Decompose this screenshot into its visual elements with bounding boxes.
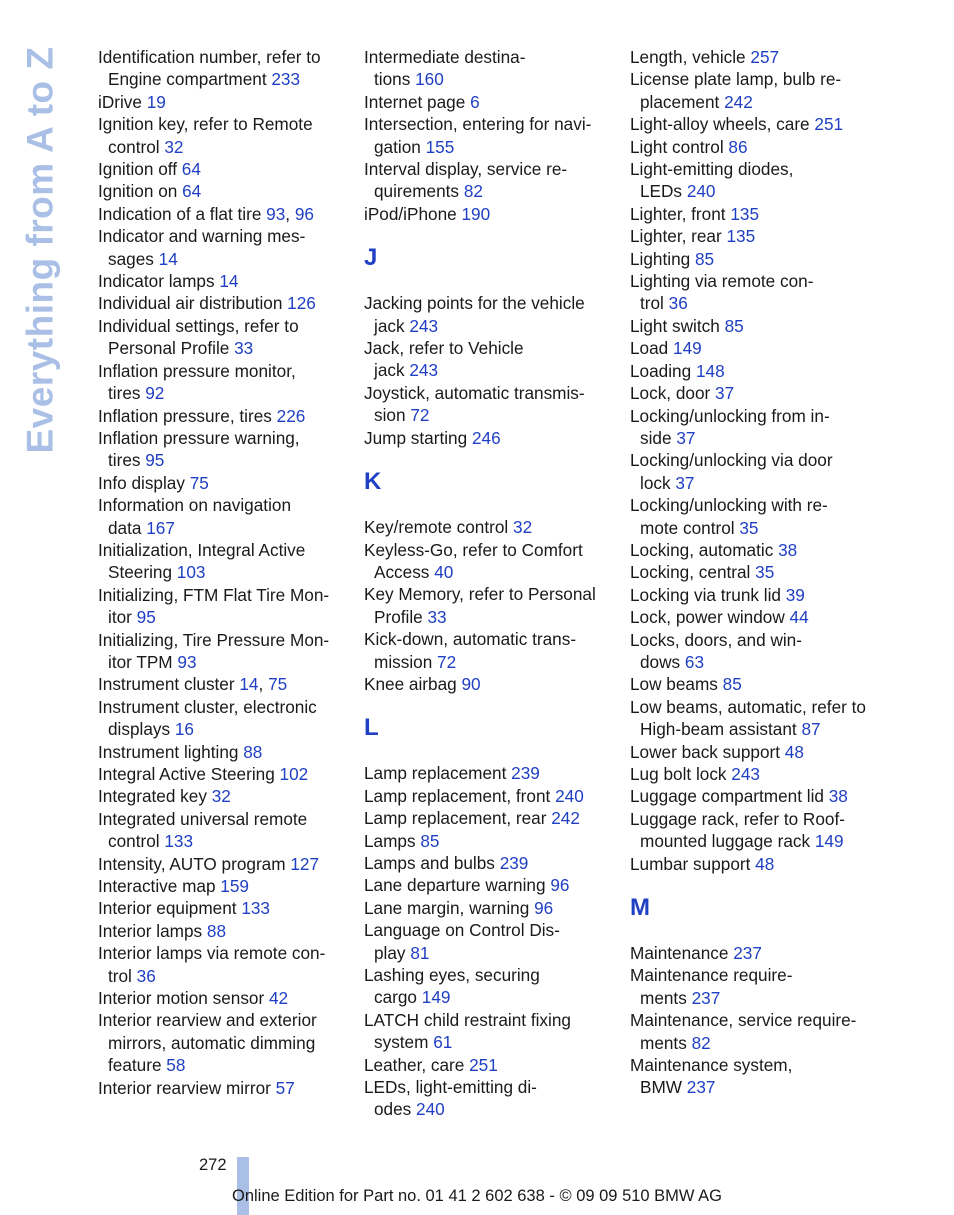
index-entry bbox=[630, 449, 876, 494]
index-term: Lug bolt lock bbox=[630, 764, 732, 784]
page-link[interactable]: 239 bbox=[499, 852, 529, 873]
index-entry bbox=[630, 360, 876, 382]
index-entry bbox=[630, 964, 876, 1009]
page-link[interactable]: 14 bbox=[219, 271, 239, 292]
page-link[interactable]: 37 bbox=[715, 383, 735, 404]
page-link[interactable]: 14 bbox=[239, 674, 259, 695]
index-term: Light switch bbox=[630, 315, 725, 336]
index-entry bbox=[630, 629, 876, 674]
index-entry bbox=[98, 584, 344, 629]
page-link[interactable]: 19 bbox=[146, 91, 166, 112]
index-term: LEDs, light-emitting di- odes bbox=[364, 1077, 537, 1120]
index-term: License plate lamp, bulb re- placement bbox=[630, 69, 842, 112]
index-entry bbox=[98, 180, 344, 202]
index-entry bbox=[98, 539, 344, 584]
page-link[interactable]: 133 bbox=[164, 831, 194, 852]
index-term: Lamp replacement, front bbox=[364, 785, 556, 806]
index-term: iPod/iPhone bbox=[364, 203, 462, 224]
page-link[interactable]: 44 bbox=[789, 607, 809, 628]
index-entry bbox=[98, 405, 344, 427]
index-column-2 bbox=[364, 46, 610, 1121]
index-entry bbox=[630, 405, 876, 450]
page-link[interactable]: 190 bbox=[461, 203, 491, 224]
index-entry bbox=[630, 561, 876, 583]
page-link[interactable]: 64 bbox=[181, 159, 201, 180]
index-entry bbox=[630, 248, 876, 270]
index-term: Interval display, service re- quirements bbox=[364, 159, 568, 202]
index-entry bbox=[98, 942, 344, 987]
page-link[interactable]: 243 bbox=[409, 315, 439, 336]
page-marker-bar bbox=[237, 1157, 249, 1215]
index-entry bbox=[364, 964, 610, 1009]
index-term: Individual settings, refer to Personal Profile bbox=[98, 315, 299, 359]
index-entry bbox=[98, 875, 344, 897]
index-entry bbox=[98, 46, 344, 91]
page-link[interactable]: 257 bbox=[750, 47, 780, 67]
index-entry bbox=[98, 1009, 344, 1076]
index-term: Length, vehicle bbox=[630, 47, 751, 67]
index-term: Locking, automatic bbox=[630, 539, 779, 560]
section-letter: J bbox=[364, 244, 378, 272]
page-link[interactable]: 72 bbox=[437, 651, 457, 672]
index-entry bbox=[630, 741, 876, 763]
index-term: Ignition off bbox=[98, 159, 182, 180]
index-entry bbox=[364, 427, 610, 449]
page-link[interactable]: 81 bbox=[410, 942, 430, 963]
page-link[interactable]: 14 bbox=[158, 248, 178, 269]
page-link[interactable]: 90 bbox=[461, 673, 481, 694]
index-entry bbox=[630, 1009, 876, 1054]
page-link[interactable]: 32 bbox=[211, 786, 231, 807]
footer-edition: Online Edition for Part no. 01 41 2 602 638 - © 09 09 510 BMW AG bbox=[231, 1187, 723, 1205]
index-entry bbox=[364, 762, 610, 784]
page-link[interactable]: 133 bbox=[241, 898, 270, 919]
page-link[interactable]: 243 bbox=[731, 764, 760, 784]
page-link[interactable]: 42 bbox=[269, 988, 289, 1009]
index-entry bbox=[98, 113, 344, 158]
page-link[interactable]: 237 bbox=[733, 943, 762, 964]
index-term: Intensity, AUTO program bbox=[98, 853, 291, 874]
page-link[interactable]: 16 bbox=[174, 719, 194, 740]
index-term: Jacking points for the vehicle jack bbox=[364, 293, 585, 336]
page-link[interactable]: 36 bbox=[136, 965, 156, 986]
page-link[interactable]: 36 bbox=[668, 293, 688, 314]
index-entry bbox=[98, 91, 344, 113]
index-term: Lashing eyes, securing cargo bbox=[364, 965, 540, 1008]
index-term: Inflation pressure, tires bbox=[98, 405, 277, 426]
page-link[interactable]: 35 bbox=[755, 562, 775, 583]
index-entry bbox=[630, 113, 876, 135]
page-link[interactable]: 87 bbox=[801, 719, 821, 740]
index-term: iDrive bbox=[98, 91, 147, 112]
index-term: Jack, refer to Vehicle jack bbox=[364, 338, 524, 381]
page-link[interactable]: 85 bbox=[420, 830, 440, 851]
index-term: LATCH child restraint fixing system bbox=[364, 1009, 571, 1053]
index-term: Instrument cluster bbox=[98, 674, 240, 695]
index-term: Luggage rack, refer to Roof- mounted luggage rack bbox=[630, 808, 845, 852]
page-link[interactable]: 149 bbox=[421, 987, 451, 1008]
index-term: Knee airbag bbox=[364, 673, 462, 694]
index-term: Light-alloy wheels, care bbox=[630, 114, 815, 135]
page-link[interactable]: 72 bbox=[410, 405, 430, 426]
index-term: Lane margin, warning bbox=[364, 897, 535, 918]
page-link[interactable]: 243 bbox=[409, 360, 439, 381]
index-entry bbox=[630, 315, 876, 337]
index-entry bbox=[364, 785, 610, 807]
index-term: Information on navigation data bbox=[98, 495, 292, 538]
index-entry bbox=[98, 494, 344, 539]
page-link[interactable]: 37 bbox=[675, 472, 695, 493]
index-term: Lighting bbox=[630, 248, 695, 269]
index-term: Maintenance, service require- ments bbox=[630, 1010, 857, 1053]
index-term: Interior equipment bbox=[98, 898, 242, 919]
index-entry bbox=[98, 853, 344, 875]
index-entry bbox=[630, 808, 876, 853]
index-term: Inflation pressure warning, tires bbox=[98, 427, 300, 471]
index-entry bbox=[98, 427, 344, 472]
index-entry bbox=[364, 337, 610, 382]
index-entry bbox=[98, 472, 344, 494]
index-term: Initializing, FTM Flat Tire Mon- itor bbox=[98, 584, 330, 628]
page-link[interactable]: 95 bbox=[136, 607, 156, 628]
index-entry bbox=[630, 785, 876, 807]
index-term: Load bbox=[630, 338, 674, 359]
page-link[interactable]: 85 bbox=[722, 674, 742, 695]
index-term: Low beams, automatic, refer to High-beam assistant bbox=[630, 696, 866, 740]
page-link[interactable]: 32 bbox=[513, 517, 533, 538]
index-entry bbox=[98, 292, 344, 314]
page-link[interactable]: 85 bbox=[724, 315, 744, 336]
page-link[interactable]: 126 bbox=[287, 293, 316, 314]
page-link[interactable]: 35 bbox=[739, 517, 759, 538]
index-term: Low beams bbox=[630, 674, 723, 695]
page-link[interactable]: 167 bbox=[146, 517, 175, 538]
page-link[interactable]: 135 bbox=[730, 203, 760, 224]
index-term: Instrument lighting bbox=[98, 741, 244, 762]
index-entry bbox=[364, 292, 610, 337]
page-link[interactable]: 61 bbox=[433, 1032, 453, 1053]
index-term: Locking/unlocking via door lock bbox=[630, 450, 833, 493]
page-link[interactable]: 237 bbox=[691, 987, 721, 1008]
index-entry bbox=[630, 584, 876, 606]
index-term: Kick-down, automatic trans- mission bbox=[364, 629, 577, 672]
index-entry: Indication of a flat tire 93, 96 bbox=[98, 203, 314, 224]
index-entry bbox=[364, 628, 610, 673]
index-term: Locking/unlocking with re- mote control bbox=[630, 495, 828, 538]
page-link[interactable]: 38 bbox=[828, 786, 848, 807]
index-entry bbox=[364, 919, 610, 964]
index-entry bbox=[630, 158, 876, 203]
page-link[interactable]: 33 bbox=[234, 338, 254, 359]
page-link[interactable]: 240 bbox=[686, 181, 716, 202]
index-term: Integrated key bbox=[98, 786, 212, 807]
index-term: Instrument cluster, electronic displays bbox=[98, 696, 317, 740]
index-entry bbox=[98, 1077, 344, 1099]
page-link[interactable]: 82 bbox=[691, 1032, 711, 1053]
index-entry bbox=[98, 920, 344, 942]
index-entry bbox=[630, 942, 876, 964]
page-link[interactable]: 37 bbox=[676, 427, 696, 448]
index-entry bbox=[630, 606, 876, 628]
page-link[interactable]: 148 bbox=[695, 360, 725, 381]
index-entry bbox=[364, 382, 610, 427]
page-link[interactable]: 75 bbox=[268, 674, 288, 695]
page-link[interactable]: 38 bbox=[778, 539, 798, 560]
index-term: Loading bbox=[630, 360, 696, 381]
index-entry bbox=[364, 807, 610, 829]
index-entry bbox=[98, 270, 344, 292]
page-link[interactable]: 242 bbox=[724, 91, 753, 112]
page-link[interactable]: 88 bbox=[206, 920, 227, 941]
page-link[interactable]: 251 bbox=[814, 114, 844, 135]
page-number: 272 bbox=[199, 1156, 227, 1174]
index-entry bbox=[98, 225, 344, 270]
page-link[interactable]: 39 bbox=[785, 584, 805, 605]
index-entry bbox=[630, 225, 876, 247]
index-term: Locking via trunk lid bbox=[630, 584, 786, 605]
index-entry bbox=[364, 516, 610, 538]
index-term: Intersection, entering for navi- gation bbox=[364, 114, 592, 157]
page-link[interactable]: 6 bbox=[470, 91, 480, 112]
index-entry bbox=[364, 539, 610, 584]
index-term: Lighter, front bbox=[630, 203, 731, 224]
index-entry bbox=[630, 382, 876, 404]
index-term: Locking/unlocking from in- side bbox=[630, 405, 830, 448]
index-entry bbox=[364, 830, 610, 852]
index-term: Inflation pressure monitor, tires bbox=[98, 360, 296, 404]
index-term: Lighting via remote con- trol bbox=[630, 271, 814, 314]
index-entry bbox=[364, 874, 610, 896]
page-link[interactable]: 96 bbox=[294, 203, 314, 224]
section-letter: M bbox=[630, 894, 650, 922]
index-term: Lane departure warning bbox=[364, 875, 551, 896]
index-term: Interior rearview and exterior mirrors, automatic dimming feature bbox=[98, 1010, 317, 1076]
index-term: Lamp replacement bbox=[364, 763, 512, 784]
page-link[interactable]: 155 bbox=[425, 136, 455, 157]
index-term: Ignition on bbox=[98, 181, 183, 202]
index-term: Lower back support bbox=[630, 741, 785, 762]
page-link[interactable]: 32 bbox=[164, 136, 184, 157]
page-link[interactable]: 127 bbox=[290, 853, 320, 874]
index-entry bbox=[364, 203, 610, 225]
index-term: Lock, door bbox=[630, 383, 716, 404]
page-link[interactable]: 96 bbox=[534, 897, 554, 918]
index-term: Indicator and warning mes- sages bbox=[98, 226, 306, 269]
index-entry bbox=[98, 763, 344, 785]
index-entry bbox=[630, 203, 876, 225]
page-link[interactable]: 251 bbox=[469, 1054, 498, 1075]
index-term: Maintenance require- ments bbox=[630, 965, 793, 1008]
page-link[interactable]: 86 bbox=[728, 136, 748, 157]
index-term: Individual air distribution bbox=[98, 293, 288, 314]
page-link[interactable]: 233 bbox=[271, 69, 301, 90]
index-entry: Instrument cluster 14, 75 bbox=[98, 674, 288, 695]
index-term: Light-emitting diodes, LEDs bbox=[630, 159, 794, 202]
index-entry bbox=[364, 673, 610, 695]
page-link[interactable]: 149 bbox=[673, 338, 702, 359]
index-entry bbox=[364, 1009, 610, 1054]
page-link[interactable]: 64 bbox=[182, 181, 202, 202]
page-link[interactable]: 149 bbox=[814, 831, 844, 852]
index-term: Interior lamps via remote con- trol bbox=[98, 943, 326, 986]
index-term: Maintenance bbox=[630, 943, 734, 964]
index-entry bbox=[98, 897, 344, 919]
index-entry bbox=[364, 113, 610, 158]
page-link[interactable]: 75 bbox=[189, 472, 209, 493]
index-entry bbox=[630, 46, 876, 68]
index-term: Key Memory, refer to Personal Profile bbox=[364, 584, 596, 627]
index-term: Integrated universal remote control bbox=[98, 808, 308, 852]
page-link[interactable]: 48 bbox=[755, 853, 775, 874]
page-link[interactable]: 58 bbox=[166, 1055, 186, 1076]
index-entry bbox=[630, 337, 876, 359]
index-entry bbox=[364, 158, 610, 203]
index-entry bbox=[98, 808, 344, 853]
page-link[interactable]: 159 bbox=[220, 876, 249, 897]
index-term: Identification number, refer to Engine compartment bbox=[98, 47, 321, 90]
page-link[interactable]: 88 bbox=[243, 741, 263, 762]
index-entry bbox=[98, 696, 344, 741]
index-entry bbox=[364, 91, 610, 113]
index-entry bbox=[98, 158, 344, 180]
page-link[interactable]: 48 bbox=[784, 741, 804, 762]
page-link[interactable]: 63 bbox=[684, 651, 705, 672]
page-link[interactable]: 96 bbox=[550, 875, 570, 896]
index-term: Lamps bbox=[364, 830, 421, 851]
section-letter: K bbox=[364, 468, 382, 496]
index-entry bbox=[630, 673, 876, 695]
index-term: Locks, doors, and win- dows bbox=[630, 629, 802, 672]
index-term: Lamps and bulbs bbox=[364, 852, 500, 873]
index-entry bbox=[364, 583, 610, 628]
index-term: Language on Control Dis- play bbox=[364, 920, 560, 963]
index-entry bbox=[364, 46, 610, 91]
index-term: Lighter, rear bbox=[630, 226, 727, 247]
page-link[interactable]: 240 bbox=[416, 1099, 445, 1120]
index-entry bbox=[98, 785, 344, 807]
page-link[interactable]: 226 bbox=[276, 405, 306, 426]
index-term: Info display bbox=[98, 472, 190, 493]
index-entry bbox=[630, 696, 876, 741]
index-term: Indication of a flat tire bbox=[98, 203, 267, 224]
index-entry bbox=[630, 270, 876, 315]
index-entry bbox=[364, 1076, 610, 1121]
page-link[interactable]: 57 bbox=[275, 1077, 295, 1098]
page-link[interactable]: 102 bbox=[279, 764, 309, 784]
index-term: Intermediate destina- tions bbox=[364, 47, 526, 90]
index-term: Lumbar support bbox=[630, 853, 756, 874]
index-entry bbox=[98, 741, 344, 763]
index-term: Maintenance system, BMW bbox=[630, 1055, 793, 1098]
page-link[interactable]: 237 bbox=[686, 1077, 716, 1098]
index-entry bbox=[630, 1054, 876, 1099]
index-entry bbox=[98, 987, 344, 1009]
page-link[interactable]: 239 bbox=[511, 763, 540, 784]
index-entry bbox=[364, 897, 610, 919]
index-term: Lock, power window bbox=[630, 607, 790, 628]
page-link[interactable]: 135 bbox=[726, 226, 756, 247]
index-term: Locking, central bbox=[630, 562, 756, 583]
index-term: Leather, care bbox=[364, 1054, 470, 1075]
index-term: Luggage compartment lid bbox=[630, 786, 829, 807]
index-entry bbox=[630, 136, 876, 158]
page-link[interactable]: 242 bbox=[551, 808, 580, 829]
page-link[interactable]: 103 bbox=[176, 562, 206, 583]
index-term: Internet page bbox=[364, 91, 471, 112]
index-entry bbox=[98, 629, 344, 674]
index-term: Lamp replacement, rear bbox=[364, 808, 552, 829]
page-link[interactable]: 246 bbox=[471, 427, 501, 448]
index-entry bbox=[630, 539, 876, 561]
side-title: Everything from A to Z bbox=[20, 46, 61, 454]
index-term: Interior lamps bbox=[98, 920, 207, 941]
index-entry bbox=[630, 494, 876, 539]
index-term: Keyless-Go, refer to Comfort Access bbox=[364, 539, 583, 582]
index-term: Ignition key, refer to Remote control bbox=[98, 114, 313, 157]
index-term: Joystick, automatic transmis- sion bbox=[364, 382, 585, 426]
page-link[interactable]: 33 bbox=[427, 606, 447, 627]
section-letter: L bbox=[364, 714, 379, 742]
page-link[interactable]: 93 bbox=[266, 203, 286, 224]
page-link[interactable]: 160 bbox=[415, 69, 444, 90]
index-term: Integral Active Steering bbox=[98, 764, 280, 784]
page-link[interactable]: 82 bbox=[463, 181, 483, 202]
index-term: Initialization, Integral Active Steering bbox=[98, 539, 306, 583]
page-link[interactable]: 93 bbox=[177, 651, 197, 672]
page-link[interactable]: 85 bbox=[694, 248, 715, 269]
index-entry bbox=[630, 763, 876, 785]
index-term: Jump starting bbox=[364, 427, 472, 448]
index-column-3 bbox=[630, 46, 876, 1099]
index-entry bbox=[98, 315, 344, 360]
index-term: Initializing, Tire Pressure Mon- itor TPM bbox=[98, 629, 330, 672]
page-link[interactable]: 92 bbox=[145, 383, 165, 404]
index-term: Interior rearview mirror bbox=[98, 1077, 276, 1098]
index-term: Interior motion sensor bbox=[98, 988, 269, 1009]
index-entry bbox=[630, 68, 876, 113]
index-term: Interactive map bbox=[98, 876, 221, 897]
side-tab bbox=[20, 44, 62, 456]
index-term: Light control bbox=[630, 136, 729, 157]
index-entry bbox=[364, 852, 610, 874]
page-link[interactable]: 40 bbox=[434, 561, 454, 582]
index-entry bbox=[98, 360, 344, 405]
index-term: Indicator lamps bbox=[98, 271, 220, 292]
index-column-1 bbox=[98, 46, 344, 1099]
page-link[interactable]: 95 bbox=[145, 450, 165, 471]
index-entry bbox=[364, 1054, 610, 1076]
page-link[interactable]: 240 bbox=[555, 785, 584, 806]
index-entry bbox=[630, 853, 876, 875]
index-term: Key/remote control bbox=[364, 517, 514, 538]
